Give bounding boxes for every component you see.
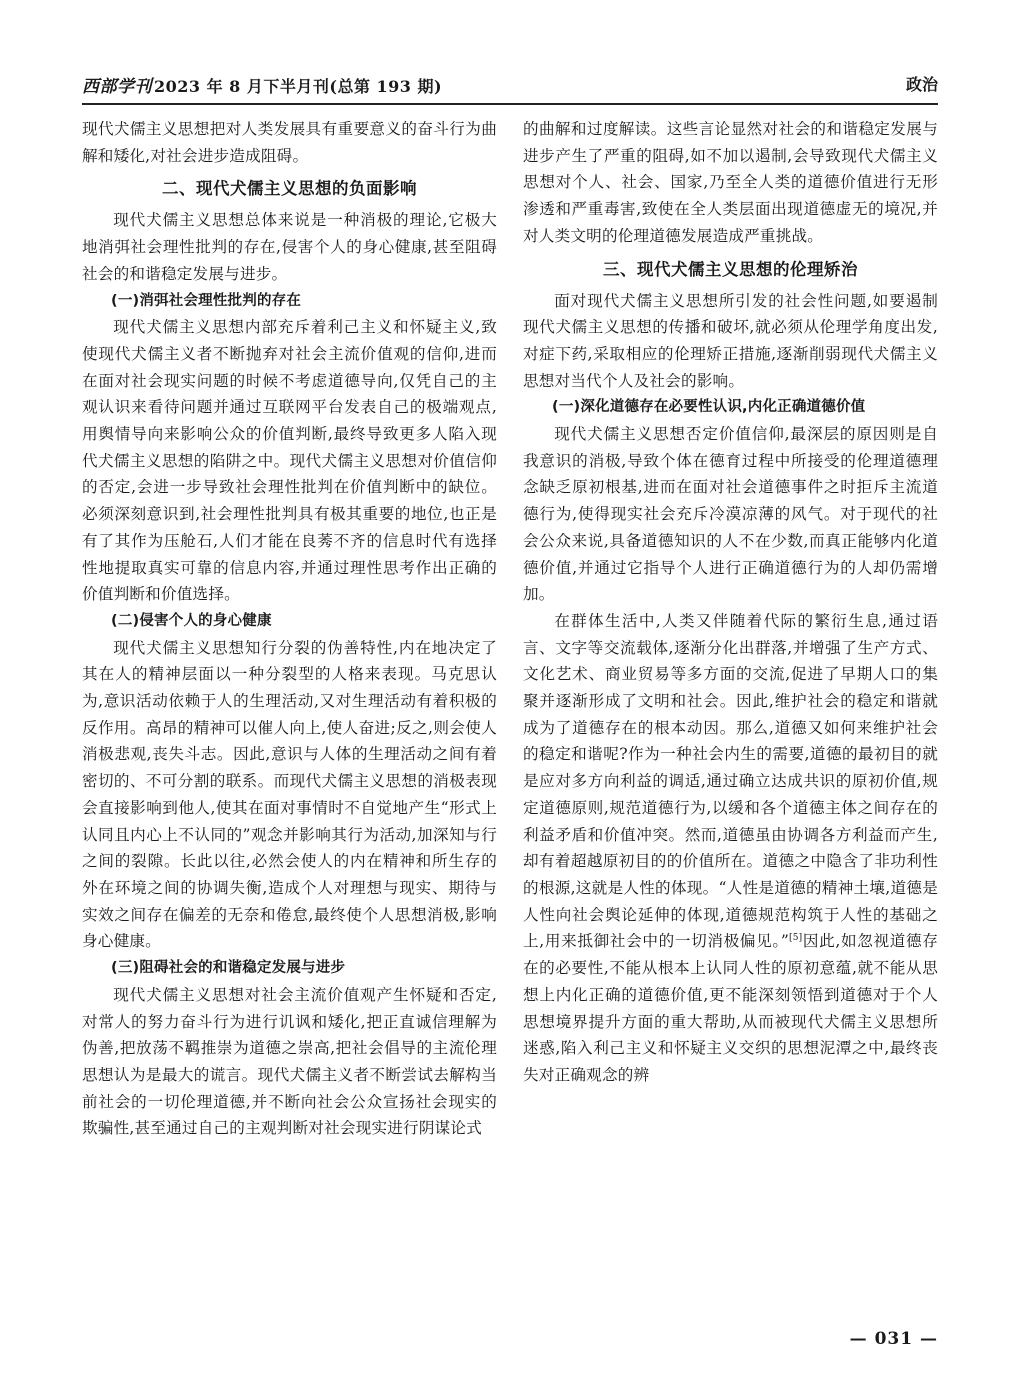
section-label: 政治: [905, 75, 938, 94]
subsection-heading: (一)深化道德存在必要性认识,内化正确道德价值: [552, 399, 866, 416]
paragraph: 的曲解和过度解读。这些言论显然对社会的和谐稳定发展与进步产生了严重的阻碍,如不加以遏制,会导致现代犬儒主义思想对个人、社会、国家,乃至全人类的道德价值进行无形渗透和严重毒害,致使在全人类层面出现道德虚无的境况,并对人类文明的伦理道德发展造成严重挑战。: [523, 120, 938, 245]
journal-issue-line: [82, 72, 442, 97]
paragraph: 面对现代犬儒主义思想所引发的社会性问题,如要遏制现代犬儒主义思想的传播和破坏,就必须从伦理学角度出发,对症下药,采取相应的伦理矫正措施,逐渐削弱现代犬儒主义思想对当代个人及社会的影响。: [523, 291, 938, 390]
right-column: [523, 116, 938, 1089]
subsection-heading: (二)侵害个人的身心健康: [111, 612, 272, 629]
paragraph: 现代犬儒主义思想知行分裂的伪善特性,内在地决定了其在人的精神层面以一种分裂型的人格来表现。马克思认为,意识活动依赖于人的生理活动,又对生理活动有着积极的反作用。高昂的精神可以催人向上,使人奋进;反之,则会使人消极悲观,丧失斗志。因此,意识与人体的生理活动之间有着密切的、不可分割的联系。而现代犬儒主义思想的消极表现会直接影响到他人,使其在面对事情时不自觉地产生“形式上认同且内心上不认同的”观念并影响其行为活动,加深知与行之间的裂隙。长此以往,必然会使人的内在精神和所生存的外在环境之间的协调失衡,造成个人对理想与现实、期待与实效之间存在偏差的无奈和倦怠,最终使个人思想消极,影响身心健康。: [82, 638, 497, 951]
section-heading: 二、现代犬儒主义思想的负面影响: [162, 179, 417, 199]
citation-reference: [5]: [789, 933, 803, 944]
left-column: [82, 116, 497, 1142]
running-header: [82, 72, 938, 100]
subsection-heading: (三)阻碍社会的和谐稳定发展与进步: [111, 960, 346, 977]
paragraph-text: 因此,如忽视道德存在的必要性,不能从根本上认同人性的原初意蕴,就不能从思想上内化正确的道德价值,更不能深刻领悟到道德对于个人思想境界提升方面的重大帮助,从而被现代犬儒主义思想所迷惑,陷入利己主义和怀疑主义交织的思想泥潭之中,最终丧失对正确观念的辨: [523, 932, 938, 1084]
paragraph: 现代犬儒主义思想否定价值信仰,最深层的原因则是自我意识的消极,导致个体在德育过程中所接受的伦理道德理念缺乏原初根基,进而在面对社会道德事件之时拒斥主流道德行为,使得现实社会充斥冷漠凉薄的风气。对于现代的社会公众来说,具备道德知识的人不在少数,而真正能够内化道德价值,并通过它指导个人进行正确道德行为的人却仍需增加。: [523, 425, 938, 604]
section-heading: 三、现代犬儒主义思想的伦理矫治: [603, 259, 858, 279]
paragraph: 现代犬儒主义思想对社会主流价值观产生怀疑和否定,对常人的努力奋斗行为进行讥讽和矮化,把正直诚信理解为伪善,把放荡不羁推崇为道德之崇高,把社会倡导的主流伦理思想认为是最大的谎言。现代犬儒主义者不断尝试去解构当前社会的一切伦理道德,并不断向社会公众宣扬社会现实的欺骗性,甚至通过自己的主观判断对社会现实进行阴谋论式: [82, 985, 497, 1138]
journal-logo: 西部学刊: [82, 77, 152, 97]
issue-info: 2023 年 8 月下半月刊(总第 193 期): [154, 77, 443, 96]
paragraph: 现代犬儒主义思想总体来说是一种消极的理论,它极大地消弭社会理性批判的存在,侵害个人的身心健康,甚至阻碍社会的和谐稳定发展与进步。: [82, 211, 497, 283]
paragraph-text: 在群体生活中,人类又伴随着代际的繁衍生息,通过语言、文字等交流载体,逐渐分化出群落,并增强了生产方式、文化艺术、商业贸易等多方面的交流,促进了早期人口的集聚并逐渐形成了文明和社会。因此,维护社会的稳定和谐就成为了道德存在的根本动因。那么,道德又如何来维护社会的稳定和谐呢?作为一种社会内生的需要,道德的最初目的就是应对多方向利益的调适,通过确立达成共识的原初价值,规定道德原则,规范道德行为,以缓和各个道德主体之间存在的利益矛盾和价值冲突。然而,道德虽由协调各方利益而产生,却有着超越原初目的的价值所在。道德之中隐含了非功利性的根源,这就是人性的体现。“人性是道德的精神土壤,道德是人性向社会舆论延伸的体现,道德规范构筑于人性的基础之上,用来抵御社会中的一切消极偏见。”: [523, 611, 938, 951]
paragraph: [523, 608, 938, 1089]
subsection-heading: (一)消弭社会理性批判的存在: [111, 292, 302, 309]
page-number: — 031 —: [849, 1329, 938, 1349]
paragraph: 现代犬儒主义思想把对人类发展具有重要意义的奋斗行为曲解和矮化,对社会进步造成阻碍。: [82, 120, 497, 165]
header-rule: [82, 103, 938, 105]
paragraph: 现代犬儒主义思想内部充斥着利己主义和怀疑主义,致使现代犬儒主义者不断抛弃对社会主流价值观的信仰,进而在面对社会现实问题的时候不考虑道德导向,仅凭自己的主观认识来看待问题并通过互联网平台发表自己的极端观点,用舆情导向来影响公众的价值判断,最终导致更多人陷入现代犬儒主义思想的陷阱之中。现代犬儒主义思想对价值信仰的否定,会进一步导致社会理性批判在价值判断中的缺位。必须深刻意识到,社会理性批判具有极其重要的地位,也正是有了其作为压舱石,人们才能在良莠不齐的信息时代有选择性地提取真实可靠的信息内容,并通过理性思考作出正确的价值判断和价值选择。: [82, 318, 497, 604]
